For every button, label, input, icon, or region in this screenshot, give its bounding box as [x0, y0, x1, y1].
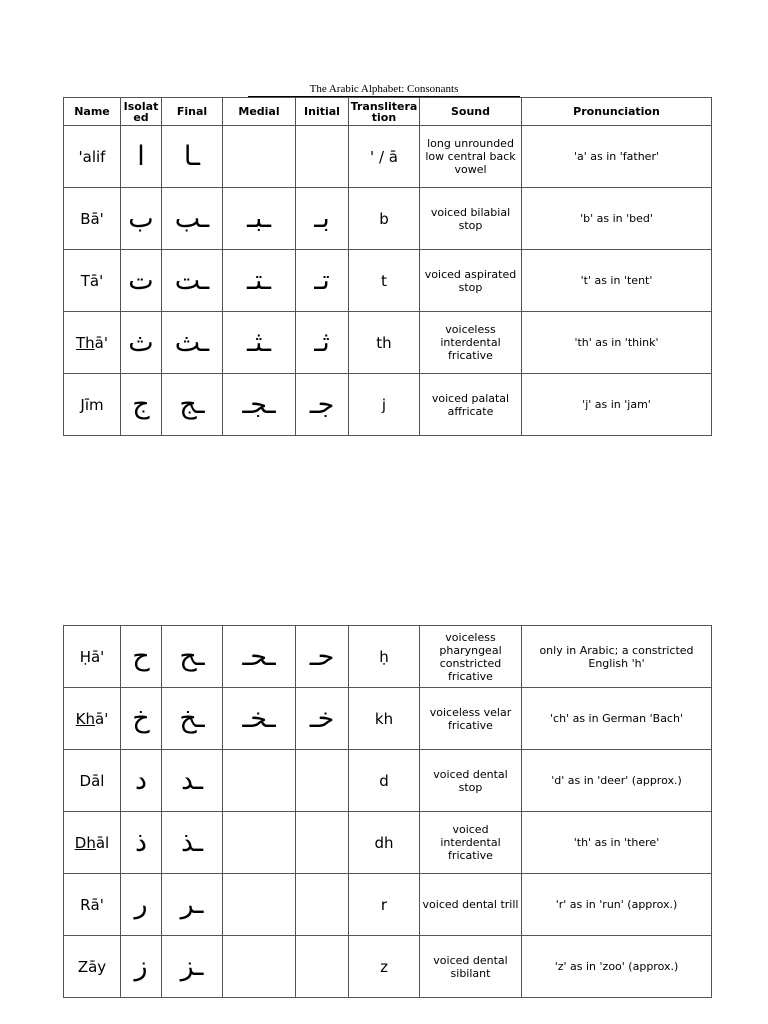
header-final: Final — [162, 98, 223, 126]
letter-name — [64, 626, 121, 688]
form-initial: حـ — [296, 626, 349, 688]
form-final: ـث — [162, 312, 223, 374]
table-row — [64, 188, 712, 250]
pronunciation: 'r' as in 'run' (approx.) — [522, 874, 712, 936]
form-initial — [296, 812, 349, 874]
letter-name-text: ā' — [94, 333, 108, 352]
transliteration: r — [349, 874, 420, 936]
form-isolated: ب — [121, 188, 162, 250]
pronunciation: 'd' as in 'deer' (approx.) — [522, 750, 712, 812]
letter-name-text: ā' — [95, 709, 109, 728]
sound-description: voiceless interdental fricative — [420, 312, 522, 374]
form-initial — [296, 936, 349, 998]
letter-name-underlined: Th — [76, 333, 95, 352]
table-row — [64, 750, 712, 812]
form-isolated: ر — [121, 874, 162, 936]
transliteration: dh — [349, 812, 420, 874]
form-isolated: ذ — [121, 812, 162, 874]
sound-description: voiced interdental fricative — [420, 812, 522, 874]
form-medial: ـحـ — [223, 626, 296, 688]
form-final: ـت — [162, 250, 223, 312]
sound-description: voiced dental sibilant — [420, 936, 522, 998]
transliteration: t — [349, 250, 420, 312]
table-row — [64, 688, 712, 750]
letter-name — [64, 874, 121, 936]
letter-name-text: Jīm — [80, 395, 104, 414]
form-final: ـح — [162, 626, 223, 688]
table-row — [64, 374, 712, 436]
table-row — [64, 874, 712, 936]
sound-description: voiceless velar fricative — [420, 688, 522, 750]
form-isolated: ت — [121, 250, 162, 312]
pronunciation: 'th' as in 'think' — [522, 312, 712, 374]
letter-name-text: āl — [95, 833, 110, 852]
header-medial: Medial — [223, 98, 296, 126]
transliteration: j — [349, 374, 420, 436]
letter-name — [64, 750, 121, 812]
transliteration: ḥ — [349, 626, 420, 688]
table-row — [64, 936, 712, 998]
form-final: ـب — [162, 188, 223, 250]
sound-description: voiceless pharyngeal constricted fricative — [420, 626, 522, 688]
form-initial: جـ — [296, 374, 349, 436]
form-final: ـر — [162, 874, 223, 936]
sound-description: voiced dental stop — [420, 750, 522, 812]
sound-description: voiced aspirated stop — [420, 250, 522, 312]
transliteration: d — [349, 750, 420, 812]
header-initial: Initial — [296, 98, 349, 126]
form-medial — [223, 750, 296, 812]
letter-name — [64, 188, 121, 250]
form-isolated: ا — [121, 126, 162, 188]
letter-name-text: 'alif — [78, 147, 106, 166]
pronunciation: 'j' as in 'jam' — [522, 374, 712, 436]
form-initial: تـ — [296, 250, 349, 312]
transliteration: kh — [349, 688, 420, 750]
form-isolated: ج — [121, 374, 162, 436]
form-isolated: خ — [121, 688, 162, 750]
form-initial: خـ — [296, 688, 349, 750]
letter-name-text: Zāy — [77, 957, 107, 976]
letter-name — [64, 312, 121, 374]
form-final: ـذ — [162, 812, 223, 874]
letter-name — [64, 250, 121, 312]
letter-name — [64, 936, 121, 998]
form-medial: ـجـ — [223, 374, 296, 436]
table-row — [64, 812, 712, 874]
form-initial: ثـ — [296, 312, 349, 374]
table-caption: The Arabic Alphabet: Consonants — [248, 81, 520, 97]
form-medial: ـتـ — [223, 250, 296, 312]
transliteration: ' / ā — [349, 126, 420, 188]
sound-description: voiced palatal affricate — [420, 374, 522, 436]
letter-name — [64, 688, 121, 750]
form-medial: ـبـ — [223, 188, 296, 250]
form-initial: بـ — [296, 188, 349, 250]
consonants-table-part-2 — [63, 625, 712, 998]
form-final: ـد — [162, 750, 223, 812]
table-row — [64, 312, 712, 374]
letter-name — [64, 374, 121, 436]
pronunciation: 'ch' as in German 'Bach' — [522, 688, 712, 750]
table-row — [64, 250, 712, 312]
header-pronunciation: Pronunciation — [522, 98, 712, 126]
form-final: ـج — [162, 374, 223, 436]
header-transliteration: Translitera tion — [349, 98, 420, 126]
form-medial — [223, 874, 296, 936]
sound-description: voiced bilabial stop — [420, 188, 522, 250]
form-medial — [223, 936, 296, 998]
header-row — [64, 98, 712, 126]
sound-description: voiced dental trill — [420, 874, 522, 936]
sound-description: long unrounded low central back vowel — [420, 126, 522, 188]
form-medial — [223, 126, 296, 188]
form-isolated: ث — [121, 312, 162, 374]
form-final: ـز — [162, 936, 223, 998]
letter-name — [64, 126, 121, 188]
letter-name-underlined: Kh — [75, 709, 95, 728]
form-isolated: د — [121, 750, 162, 812]
transliteration: th — [349, 312, 420, 374]
form-final: ـا — [162, 126, 223, 188]
form-medial — [223, 812, 296, 874]
consonants-table-part-1 — [63, 97, 712, 436]
pronunciation: 'z' as in 'zoo' (approx.) — [522, 936, 712, 998]
pronunciation: 'a' as in 'father' — [522, 126, 712, 188]
table-row — [64, 626, 712, 688]
letter-name — [64, 812, 121, 874]
header-sound: Sound — [420, 98, 522, 126]
transliteration: z — [349, 936, 420, 998]
table-row — [64, 126, 712, 188]
letter-name-underlined: Dh — [74, 833, 96, 852]
form-medial: ـثـ — [223, 312, 296, 374]
letter-name-text: Bā' — [80, 209, 104, 228]
form-final: ـخ — [162, 688, 223, 750]
letter-name-text: Ḥā' — [79, 647, 105, 666]
letter-name-text: Rā' — [80, 895, 104, 914]
letter-name-text: Tā' — [80, 271, 104, 290]
transliteration: b — [349, 188, 420, 250]
pronunciation: only in Arabic; a constricted English 'h' — [522, 626, 712, 688]
pronunciation: 't' as in 'tent' — [522, 250, 712, 312]
form-initial — [296, 750, 349, 812]
form-isolated: ز — [121, 936, 162, 998]
form-medial: ـخـ — [223, 688, 296, 750]
letter-name-text: Dāl — [79, 771, 105, 790]
header-name: Name — [64, 98, 121, 126]
pronunciation: 'b' as in 'bed' — [522, 188, 712, 250]
header-isolated: Isolat ed — [121, 98, 162, 126]
pronunciation: 'th' as in 'there' — [522, 812, 712, 874]
form-initial — [296, 874, 349, 936]
form-initial — [296, 126, 349, 188]
form-isolated: ح — [121, 626, 162, 688]
